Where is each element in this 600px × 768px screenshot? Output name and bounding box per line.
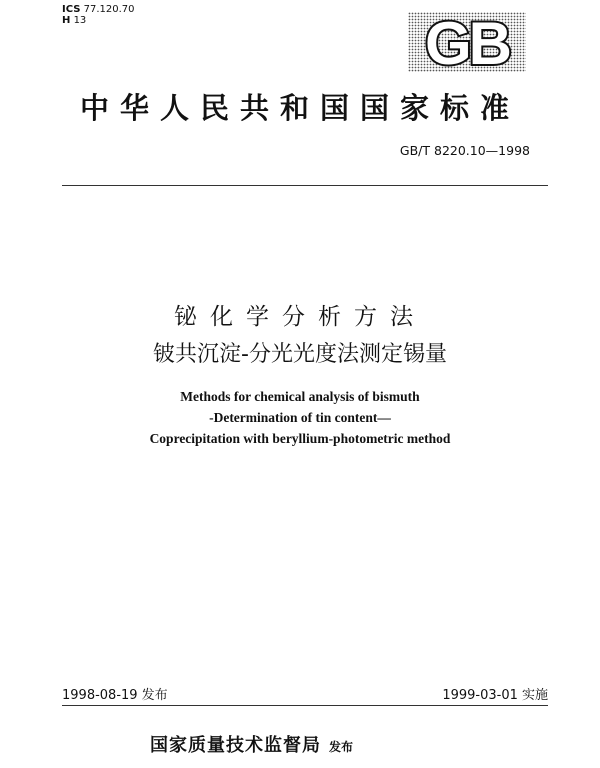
publisher — [150, 731, 353, 757]
ics-label: ICS — [62, 4, 81, 15]
title-en-line1: Methods for chemical analysis of bismuth — [180, 389, 420, 404]
standard-type: 中华人民共和国国家标准 — [79, 91, 520, 125]
ics-code: 77.120.70 — [83, 4, 135, 15]
implementation-date: 1999-03-01 实施 — [442, 688, 548, 703]
ccs-line — [62, 15, 135, 26]
header-divider — [62, 185, 548, 186]
ccs-label: H — [62, 15, 71, 26]
title-en-line2: -Determination of tin content— — [209, 410, 391, 425]
title-cn-line2: 铍共沉淀-分光光度法测定锡量 — [153, 342, 447, 367]
classification-codes — [62, 4, 135, 26]
ccs-code: 13 — [73, 15, 87, 26]
title-en-line3: Coprecipitation with beryllium-photometric method — [149, 431, 451, 446]
ics-line — [62, 4, 135, 15]
publisher-name: 国家质量技术监督局 — [150, 735, 321, 756]
title-cn-line1: 铋化学分析方法 — [174, 304, 426, 330]
footer-divider — [62, 705, 548, 706]
gb-logo-text: GB — [425, 12, 509, 72]
issue-date: 1998-08-19 发布 — [62, 688, 168, 703]
gb-logo — [408, 12, 526, 72]
publisher-suffix: 发布 — [329, 740, 354, 754]
title-en — [0, 386, 600, 449]
standard-number: GB/T 8220.10—1998 — [399, 143, 530, 158]
